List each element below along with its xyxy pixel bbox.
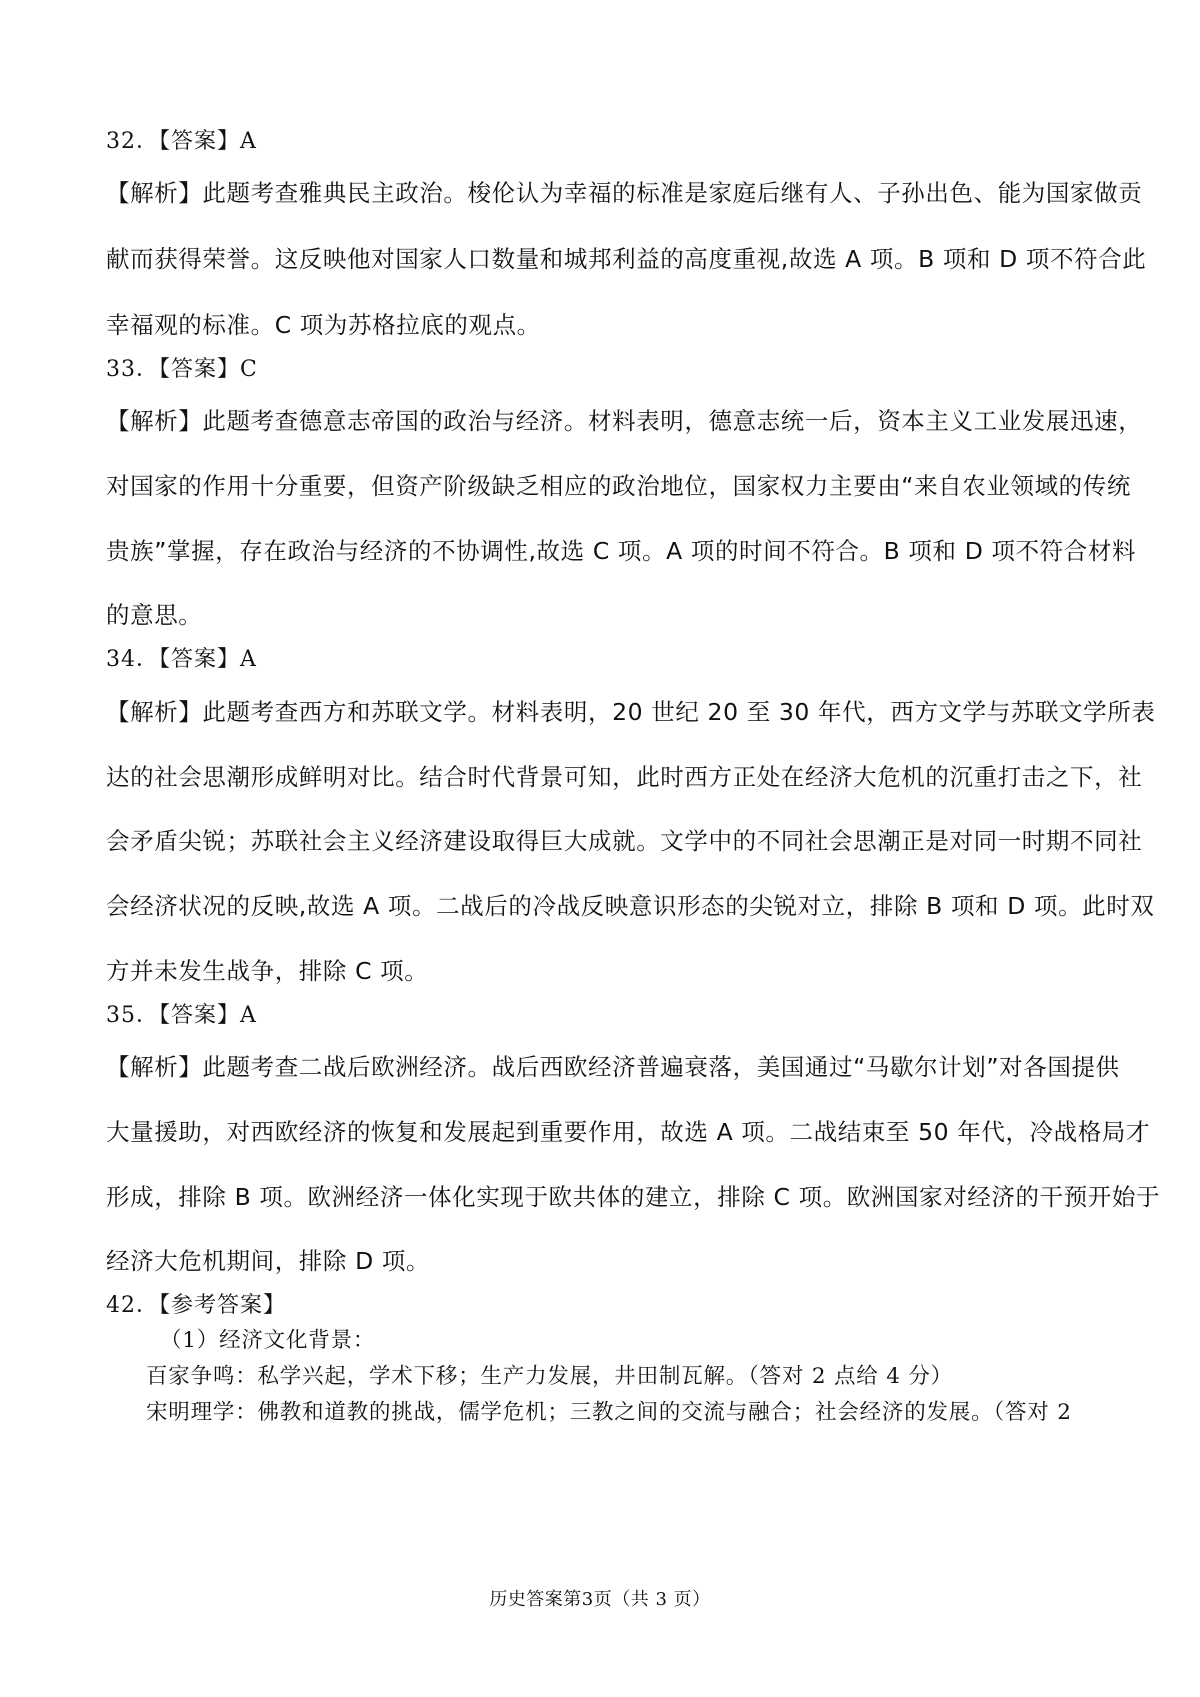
q35-line-3: 形成，排除 B 项。欧洲经济一体化实现于欧共体的建立，排除 C 项。欧洲国家对经济的干预开始于	[106, 1183, 1161, 1211]
q33-line-4: 的意思。	[106, 601, 203, 629]
q35-line-1: 【解析】此题考查二战后欧洲经济。战后西欧经济普遍衰落，美国通过“马歇尔计划”对各国提供	[106, 1053, 1120, 1081]
q34-line-4: 会经济状况的反映,故选 A 项。二战后的冷战反映意识形态的尖锐对立，排除 B 项和 D 项。此时双	[106, 892, 1155, 920]
q42-subheading: （1）经济文化背景：	[160, 1328, 376, 1353]
q32-line-2: 献而获得荣誉。这反映他对国家人口数量和城邦利益的高度重视,故选 A 项。B 项和 D 项不符合此	[106, 245, 1147, 273]
q34-heading: 34．【答案】A	[106, 647, 257, 672]
q32-line-3: 幸福观的标准。C 项为苏格拉底的观点。	[106, 311, 541, 339]
q32-line-1: 【解析】此题考查雅典民主政治。梭伦认为幸福的标准是家庭后继有人、子孙出色、能为国家做贡	[106, 179, 1143, 207]
q33-line-1: 【解析】此题考查德意志帝国的政治与经济。材料表明，德意志统一后，资本主义工业发展迅速，	[106, 407, 1143, 435]
q34-line-1: 【解析】此题考查西方和苏联文学。材料表明，20 世纪 20 至 30 年代，西方文学与苏联文学所表	[106, 698, 1156, 726]
q34-line-3: 会矛盾尖锐；苏联社会主义经济建设取得巨大成就。文学中的不同社会思潮正是对同一时期不同社	[106, 827, 1143, 855]
q42-line-1: 百家争鸣：私学兴起，学术下移；生产力发展，井田制瓦解。（答对 2 点给 4 分）	[146, 1364, 953, 1389]
q35-line-4: 经济大危机期间，排除 D 项。	[106, 1247, 431, 1275]
page-footer: 历史答案第3页（共 3 页）	[489, 1589, 711, 1610]
q33-heading: 33．【答案】C	[106, 357, 258, 382]
q35-line-2: 大量援助，对西欧经济的恢复和发展起到重要作用，故选 A 项。二战结束至 50 年代，冷战格局才	[106, 1118, 1151, 1146]
q34-line-5: 方并未发生战争，排除 C 项。	[106, 957, 429, 985]
q42-line-2: 宋明理学：佛教和道教的挑战，儒学危机；三教之间的交流与融合；社会经济的发展。（答对 2	[146, 1400, 1072, 1425]
q42-heading: 42．【参考答案】	[106, 1293, 286, 1318]
q34-line-2: 达的社会思潮形成鲜明对比。结合时代背景可知，此时西方正处在经济大危机的沉重打击之下，社	[106, 763, 1143, 791]
q33-line-3: 贵族”掌握，存在政治与经济的不协调性,故选 C 项。A 项的时间不符合。B 项和 D 项不符合材料	[106, 537, 1137, 565]
q33-line-2: 对国家的作用十分重要，但资产阶级缺乏相应的政治地位，国家权力主要由“来自农业领域的传统	[106, 472, 1131, 500]
q35-heading: 35．【答案】A	[106, 1003, 257, 1028]
q32-heading: 32．【答案】A	[106, 129, 257, 154]
